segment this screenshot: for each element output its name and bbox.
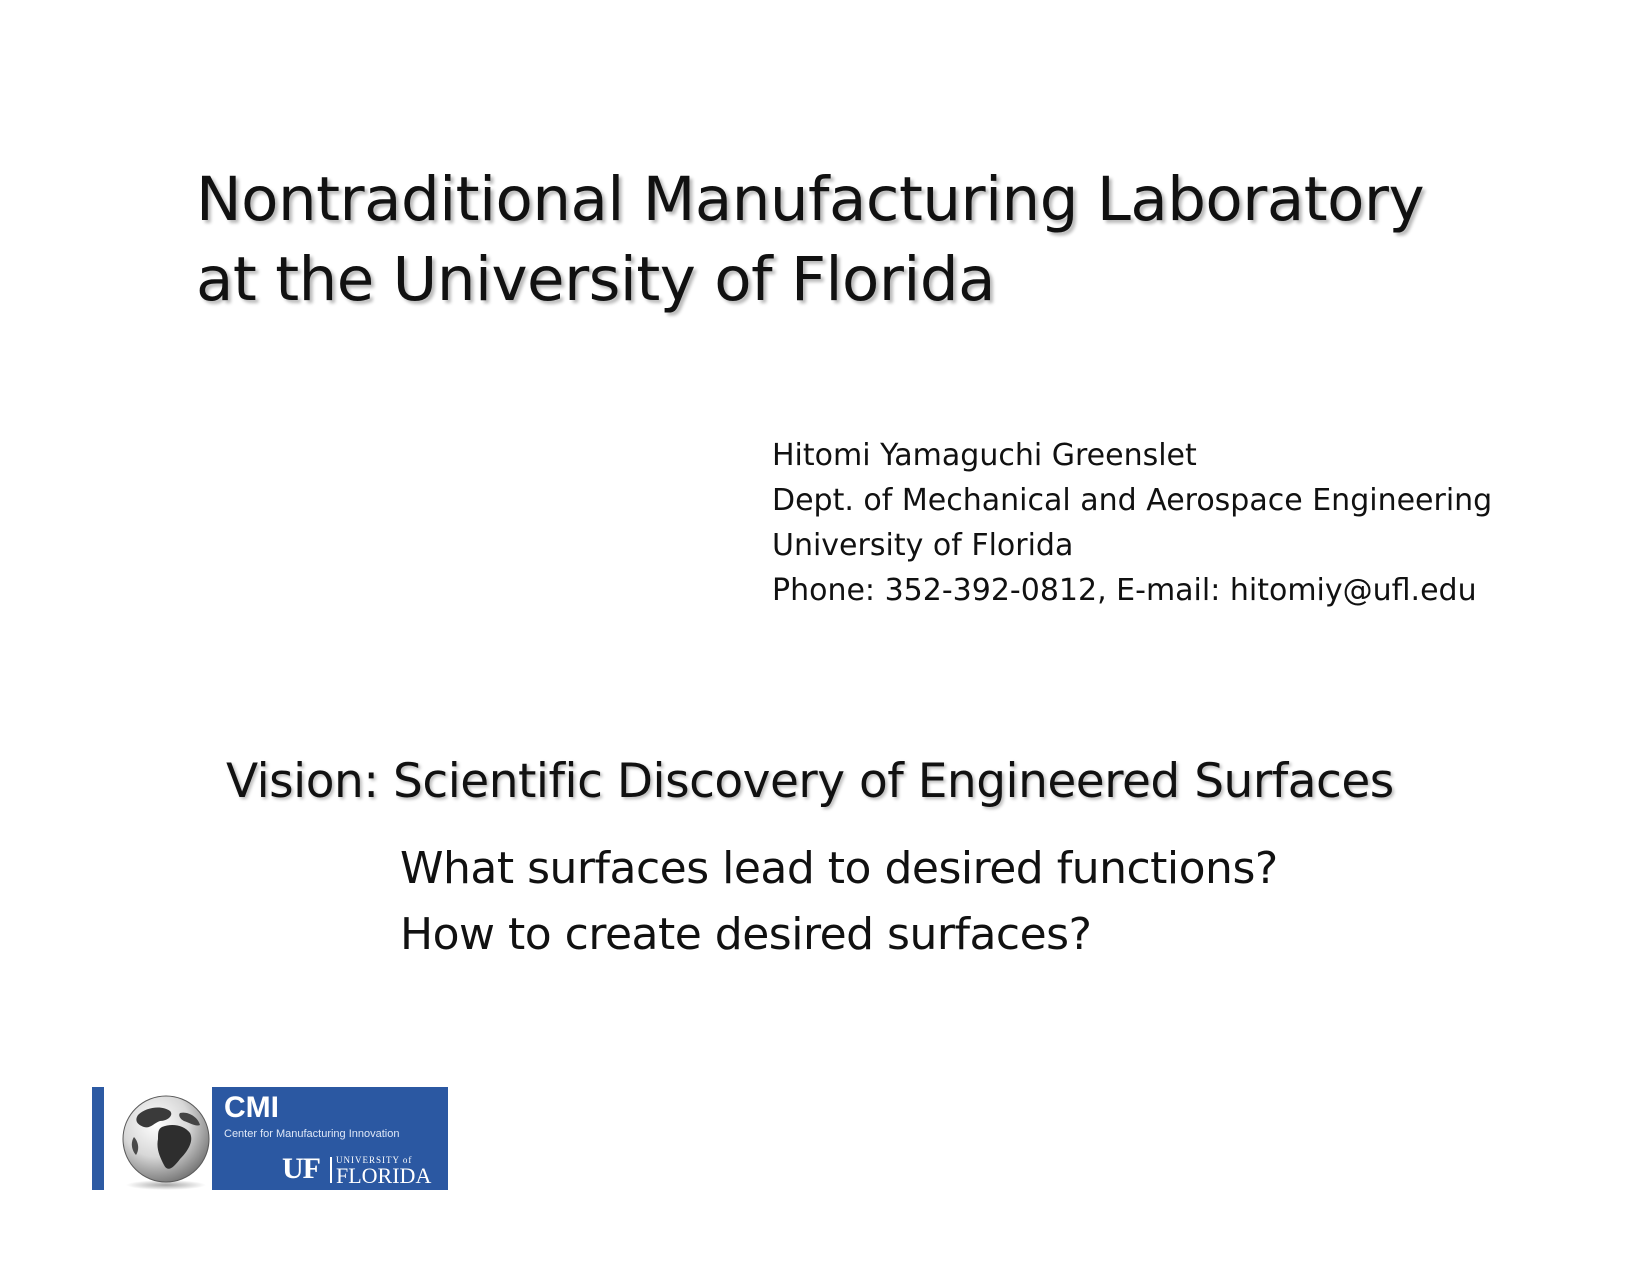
author-university: University of Florida: [772, 528, 1074, 563]
author-info: [772, 433, 1592, 613]
logo-divider: [330, 1157, 332, 1183]
logo-university-line: UNIVERSITY of: [336, 1155, 413, 1165]
vision-heading: Vision: Scientific Discovery of Engineered Surfaces: [226, 754, 1394, 809]
slide-title-line-2: at the University of Florida: [196, 244, 995, 315]
slide-title: [196, 160, 1496, 320]
author-department: Dept. of Mechanical and Aerospace Engineering: [772, 483, 1493, 518]
logo-accent-bar: [92, 1087, 104, 1190]
slide-title-line-1: Nontraditional Manufacturing Laboratory: [196, 164, 1425, 235]
question-item: What surfaces lead to desired functions?: [400, 843, 1278, 894]
logo-cmi-subtitle: Center for Manufacturing Innovation: [224, 1128, 400, 1140]
logo-florida-line: FLORIDA: [336, 1163, 432, 1188]
logo-cmi-text: CMI: [224, 1091, 279, 1124]
logo-uf-mark: UF: [282, 1152, 320, 1185]
author-name: Hitomi Yamaguchi Greenslet: [772, 438, 1197, 473]
vision-questions: [400, 836, 1500, 968]
question-item: How to create desired surfaces?: [400, 909, 1092, 960]
cmi-uf-logo: [92, 1087, 448, 1190]
author-contact: Phone: 352-392-0812, E-mail: hitomiy@ufl.edu: [772, 573, 1477, 608]
